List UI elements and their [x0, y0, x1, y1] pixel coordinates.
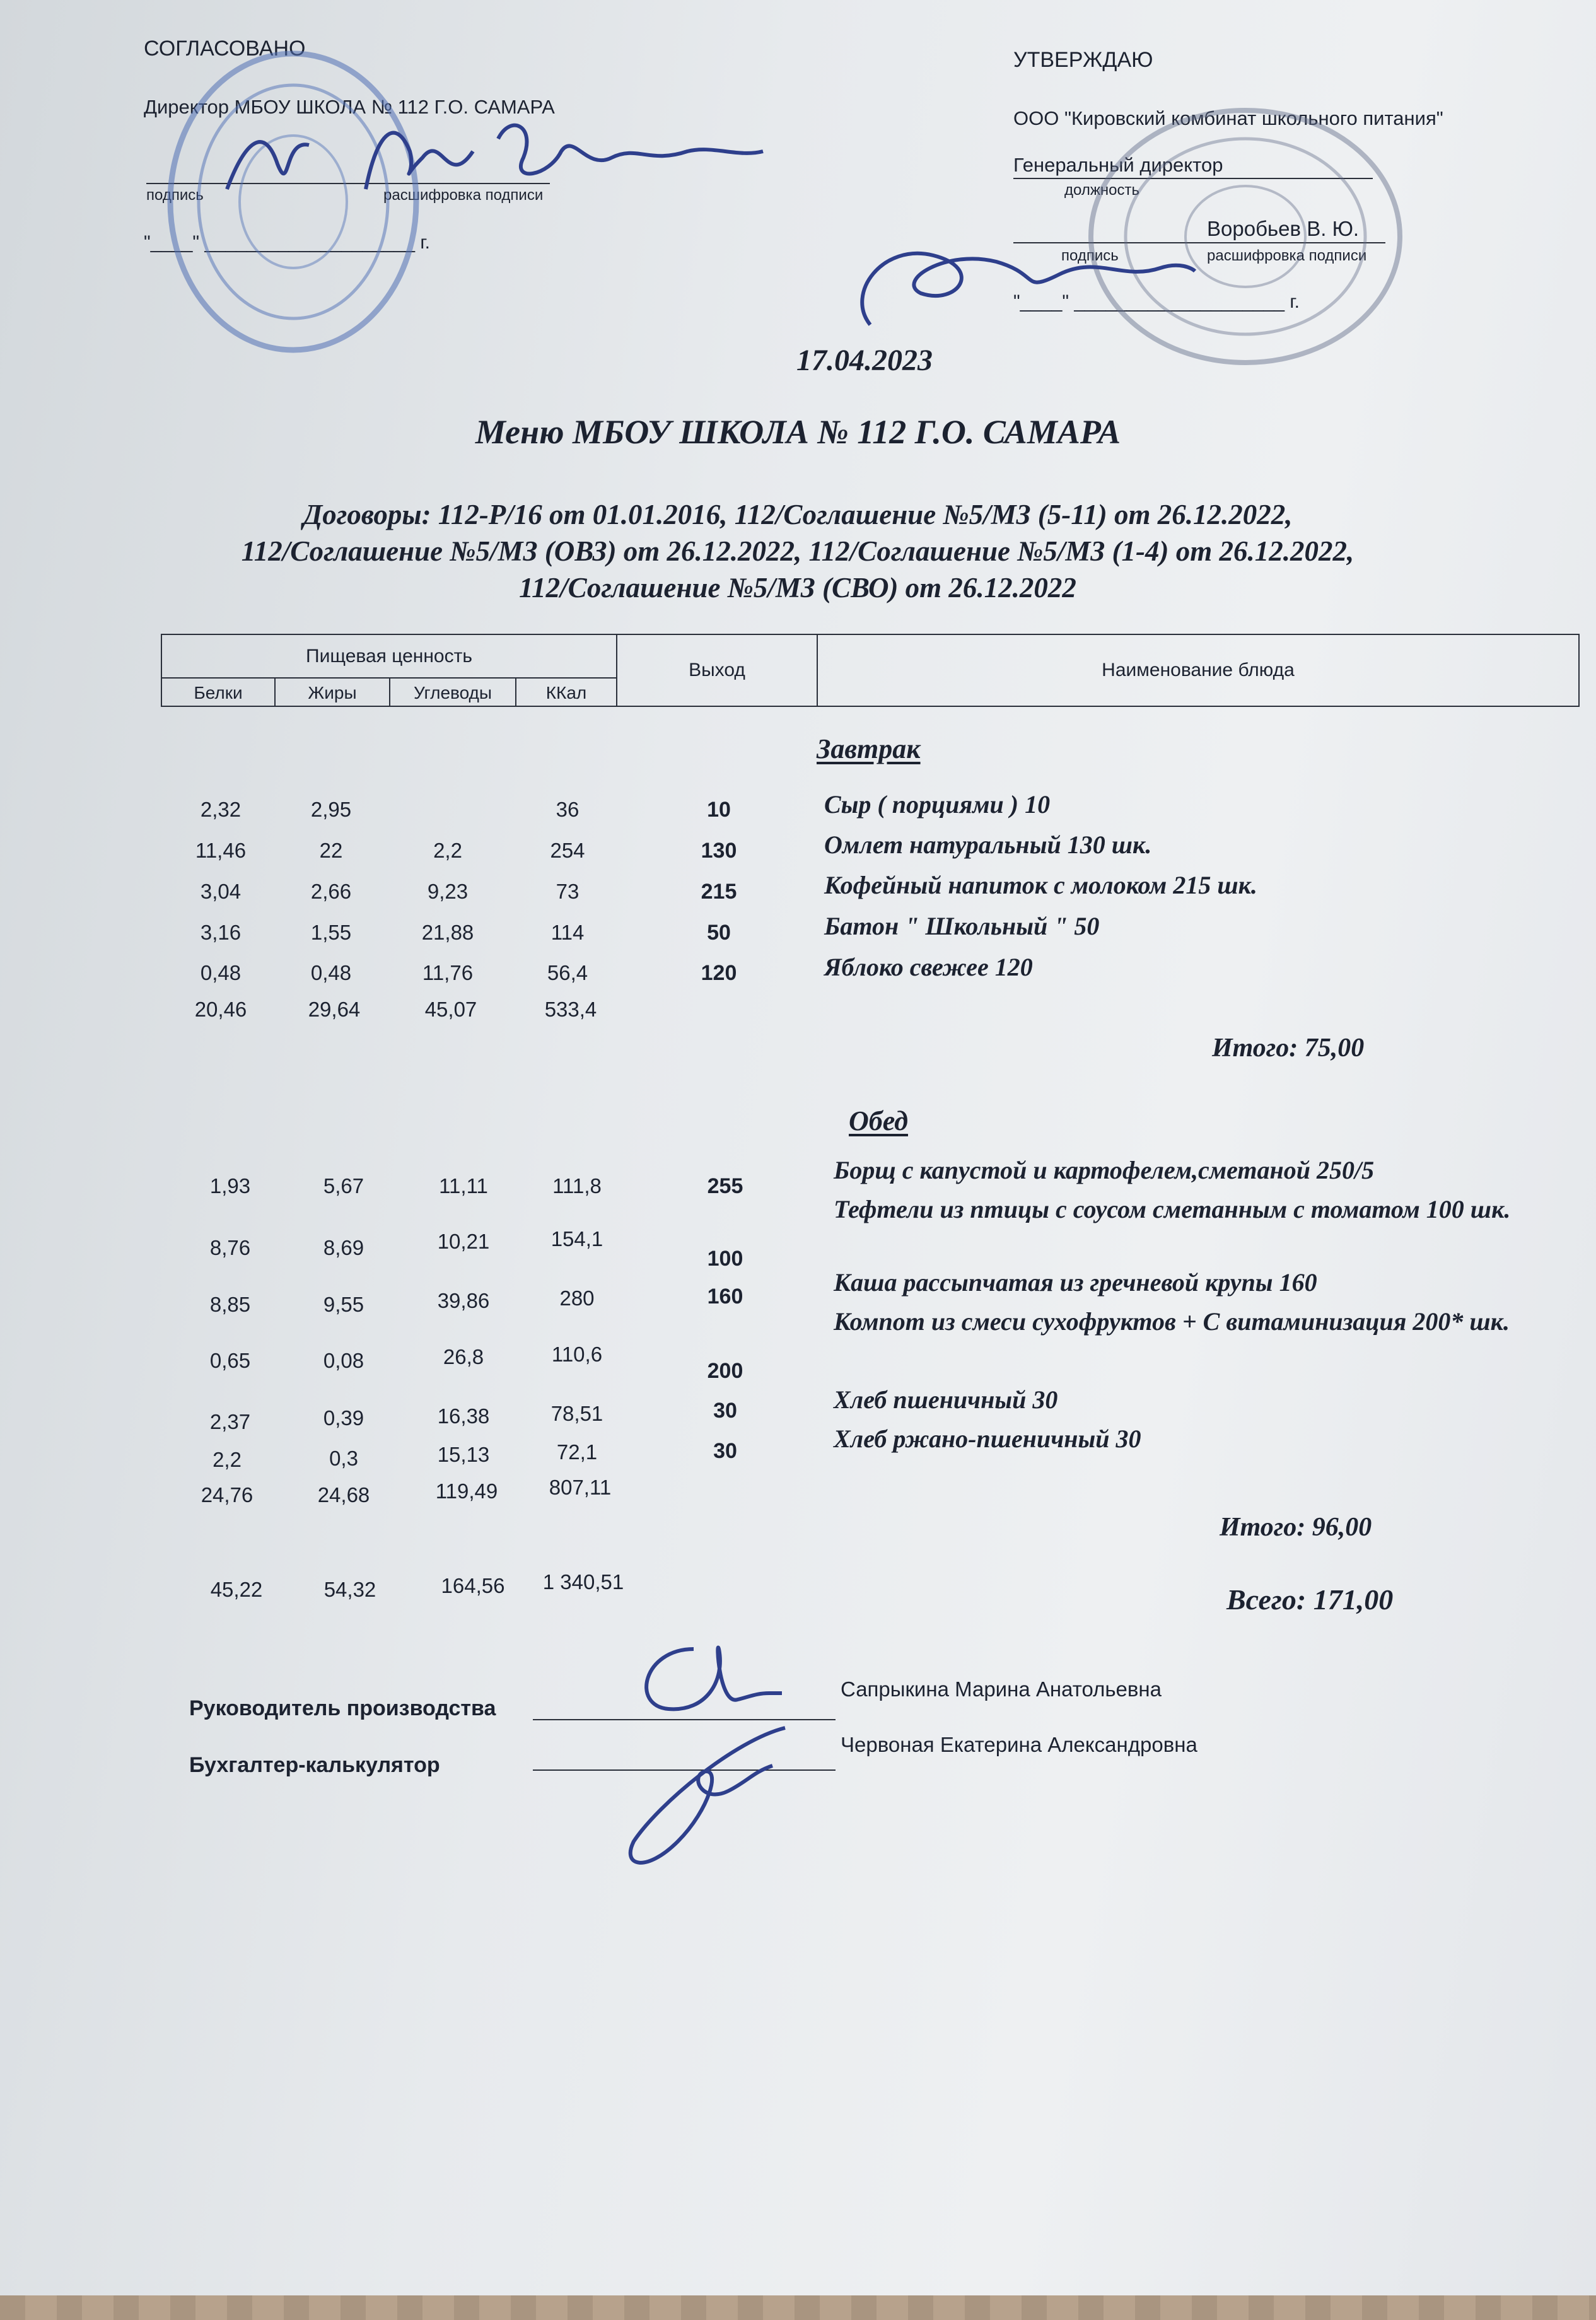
cell-output: 160: [707, 1285, 743, 1309]
cell-carbs: 164,56: [441, 1574, 505, 1597]
header-kcal: ККал: [516, 677, 617, 707]
cell-kcal: 114: [550, 921, 585, 944]
cell-kcal: 78,51: [550, 1402, 603, 1425]
cell-carbs: 2,2: [433, 839, 462, 862]
cell-kcal: 807,11: [549, 1476, 612, 1499]
cell-proteins: 2,2: [213, 1448, 242, 1471]
cell-proteins: 20,46: [194, 998, 247, 1021]
cell-carbs: 119,49: [435, 1479, 498, 1503]
date-line-left: "____" ____________________ г.: [144, 232, 431, 253]
cell-proteins: 0,48: [200, 961, 242, 984]
cell-output: 50: [707, 921, 731, 945]
cell-output: 10: [707, 798, 731, 822]
header-dish-name: Наименование блюда: [1102, 660, 1295, 680]
cell-carbs: 21,88: [421, 921, 474, 944]
cell-kcal: 154,1: [550, 1227, 603, 1250]
cell-kcal: 56,4: [547, 961, 588, 984]
section-lunch: Обед: [849, 1105, 908, 1136]
director-signature-left: [208, 101, 776, 214]
cell-fats: 9,55: [323, 1293, 364, 1316]
cell-carbs: 11,76: [422, 961, 474, 984]
director-signature-right: [832, 218, 1198, 344]
decode-caption-left: расшифровка подписи: [383, 187, 544, 204]
cell-output: 100: [707, 1247, 743, 1271]
cell-proteins: 8,85: [209, 1293, 251, 1316]
date-line-right: "____" ____________________ г.: [1013, 291, 1300, 312]
cell-fats: 2,95: [310, 798, 352, 821]
cell-carbs: 10,21: [437, 1230, 490, 1253]
production-head-label: Руководитель производства: [189, 1696, 496, 1720]
accountant-label: Бухгалтер-калькулятор: [189, 1753, 440, 1777]
contracts-line-1: Договоры: 112-Р/16 от 01.01.2016, 112/Соглашение №5/МЗ (5-11) от 26.12.2022,: [303, 499, 1293, 530]
approve-right-org: ООО "Кировский комбинат школьного питания": [1013, 107, 1443, 129]
cell-name: Компот из смеси сухофруктов + С витаминизация 200* шк.: [834, 1307, 1510, 1336]
approve-right-heading: УТВЕРЖДАЮ: [1013, 48, 1153, 72]
signature-caption-right: подпись: [1061, 247, 1119, 264]
contracts-line-3: 112/Соглашение №5/МЗ (СВО) от 26.12.2022: [519, 572, 1076, 603]
cell-proteins: 11,46: [195, 839, 247, 862]
section-breakfast: Завтрак: [817, 733, 921, 764]
cell-carbs: 9,23: [427, 880, 469, 903]
cell-kcal: 72,1: [556, 1440, 598, 1464]
position-caption: должность: [1064, 182, 1139, 199]
cell-fats: 54,32: [323, 1578, 376, 1601]
cell-fats: 0,08: [323, 1349, 364, 1372]
header-output: Выход: [617, 635, 818, 706]
cell-carbs: 39,86: [437, 1289, 490, 1312]
cell-kcal: 73: [556, 880, 580, 903]
cell-proteins: 24,76: [201, 1483, 253, 1507]
cell-proteins: 1,93: [209, 1174, 251, 1198]
cell-carbs: 45,07: [424, 998, 477, 1021]
cell-fats: 24,68: [317, 1483, 370, 1507]
cell-fats: 0,48: [310, 961, 352, 984]
cell-proteins: 45,22: [210, 1578, 263, 1601]
approved-left-org: Директор МБОУ ШКОЛА № 112 Г.О. САМАРА: [144, 96, 555, 118]
cell-proteins: 3,16: [200, 921, 242, 944]
cell-carbs: 26,8: [443, 1345, 484, 1368]
signature-caption-left: подпись: [146, 187, 204, 204]
production-head-name: Сапрыкина Марина Анатольевна: [841, 1677, 1162, 1701]
header-fats: Жиры: [276, 677, 390, 707]
header-nutrition: Пищевая ценность: [162, 635, 617, 677]
decode-caption-right: расшифровка подписи: [1207, 247, 1367, 264]
cell-output: 200: [707, 1359, 743, 1383]
approve-right-position: Генеральный директор: [1013, 154, 1223, 176]
cell-fats: 22: [319, 839, 343, 862]
cell-fats: 29,64: [308, 998, 361, 1021]
cell-name: Сыр ( порциями ) 10: [824, 790, 1051, 819]
cell-output: 30: [713, 1399, 737, 1423]
cell-kcal: 111,8: [552, 1174, 602, 1198]
menu-title: Меню МБОУ ШКОЛА № 112 Г.О. САМАРА: [475, 413, 1121, 451]
cell-kcal: 1 340,51: [542, 1570, 624, 1594]
contracts-block: [151, 496, 1444, 606]
cell-carbs: 15,13: [437, 1443, 490, 1466]
cell-kcal: 254: [550, 839, 585, 862]
cell-name: Кофейный напиток с молоком 215 шк.: [824, 871, 1257, 899]
cell-fats: 0,3: [329, 1447, 358, 1470]
table-header: [161, 634, 1580, 707]
cell-name: Каша рассыпчатая из гречневой крупы 160: [834, 1268, 1317, 1297]
cell-output: 255: [707, 1174, 743, 1198]
cell-proteins: 3,04: [200, 880, 242, 903]
cell-name: Хлеб ржано-пшеничный 30: [834, 1425, 1141, 1453]
approved-left-heading: СОГЛАСОВАНО: [144, 37, 306, 61]
cell-fats: 0,39: [323, 1406, 364, 1430]
cell-proteins: 2,37: [209, 1410, 251, 1433]
cell-fats: 2,66: [310, 880, 352, 903]
cell-proteins: 0,65: [209, 1349, 251, 1372]
cell-output: 130: [701, 839, 737, 863]
cell-fats: 1,55: [310, 921, 352, 944]
lunch-total: Итого: 96,00: [1220, 1513, 1372, 1542]
cell-output: 120: [701, 961, 737, 985]
cell-carbs: 16,38: [437, 1404, 490, 1428]
cell-name: Хлеб пшеничный 30: [834, 1385, 1058, 1414]
cell-name: Омлет натуральный 130 шк.: [824, 831, 1152, 859]
menu-date: 17.04.2023: [796, 344, 933, 377]
cell-kcal: 533,4: [544, 998, 597, 1021]
header-carbs: Углеводы: [390, 677, 516, 707]
approver-name: Воробьев В. Ю.: [1207, 217, 1360, 240]
cell-name: Борщ с капустой и картофелем,сметаной 250/5: [834, 1156, 1375, 1184]
contracts-line-2: 112/Соглашение №5/МЗ (ОВЗ) от 26.12.2022, 112/Соглашение №5/МЗ (1-4) от 26.12.2022,: [241, 535, 1354, 567]
cell-name: Яблоко свежее 120: [824, 953, 1033, 981]
cell-kcal: 36: [556, 798, 580, 821]
cell-carbs: 11,11: [439, 1174, 488, 1198]
background-floor: [0, 2295, 1596, 2320]
header-proteins: Белки: [162, 677, 276, 707]
cell-proteins: 2,32: [200, 798, 242, 821]
cell-name: Тефтели из птицы с соусом сметанным с томатом 100 шк.: [834, 1195, 1511, 1223]
cell-output: 215: [701, 880, 737, 904]
grand-total: Всего: 171,00: [1226, 1583, 1394, 1616]
cell-kcal: 110,6: [551, 1343, 603, 1366]
breakfast-total: Итого: 75,00: [1212, 1034, 1365, 1063]
accountant-signature: [621, 1715, 829, 1879]
cell-kcal: 280: [559, 1286, 595, 1310]
cell-fats: 8,69: [323, 1236, 364, 1259]
accountant-name: Червоная Екатерина Александровна: [841, 1733, 1197, 1756]
cell-output: 30: [713, 1439, 737, 1463]
cell-name: Батон " Школьный " 50: [824, 912, 1100, 940]
cell-fats: 5,67: [323, 1174, 364, 1198]
cell-proteins: 8,76: [209, 1236, 251, 1259]
